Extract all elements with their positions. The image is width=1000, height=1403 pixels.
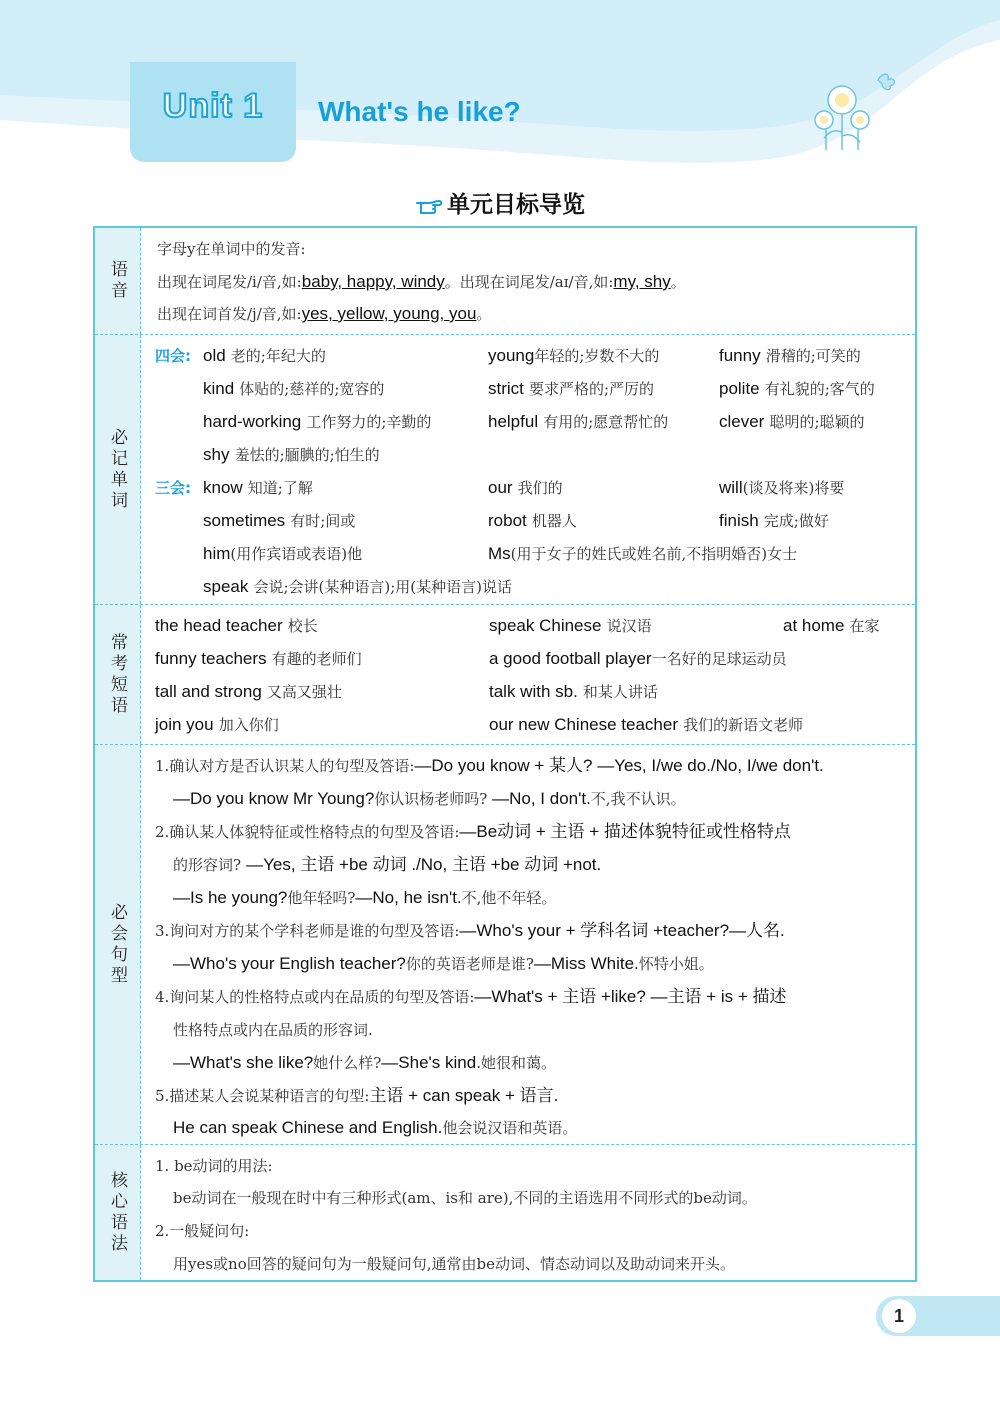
grammar-line: 2.一般疑问句: <box>155 1222 250 1240</box>
sentence-line: —Is he young?他年轻吗?—No, he isn't.不,他不年轻。 <box>173 888 557 907</box>
sentence-line: 的形容词? —Yes, 主语 +be 动词 ./No, 主语 +be 动词 +not. <box>173 855 602 874</box>
vocab-item: hard-working 工作努力的;辛勤的 <box>203 412 432 431</box>
phrase-item: our new Chinese teacher 我们的新语文老师 <box>489 715 804 734</box>
grammar-line: be动词在一般现在时中有三种形式(am、is和 are),不同的主语选用不同形式的be动词。 <box>173 1189 757 1207</box>
vocab-item: young年轻的;岁数不大的 <box>488 346 660 365</box>
row-vocabulary <box>95 335 915 605</box>
grammar-line: 用yes或no回答的疑问句为一般疑问句,通常由be动词、情态动词以及助动词来开头。 <box>173 1255 735 1273</box>
phrase-item: speak Chinese 说汉语 <box>489 616 652 635</box>
unit-tab <box>130 62 296 162</box>
phrase-item: funny teachers 有趣的老师们 <box>155 649 362 668</box>
phrase-item: the head teacher 校长 <box>155 616 318 635</box>
vocab-item: will(谈及将来)将要 <box>719 478 845 497</box>
vocab-item: clever 聪明的;聪颖的 <box>719 412 865 431</box>
vocab-item: him(用作宾语或表语)他 <box>203 544 363 563</box>
pointing-hand-icon <box>415 193 443 215</box>
row-grammar <box>95 1145 915 1280</box>
row-label: 核心语法 <box>107 1170 127 1255</box>
page-number: 1 <box>882 1299 916 1333</box>
label-cell <box>95 605 141 744</box>
row-label: 必会句型 <box>107 902 127 987</box>
vocab-item: finish 完成;做好 <box>719 511 829 530</box>
text-line: 出现在词首发/j/音,如:yes, yellow, young, you。 <box>157 304 492 323</box>
row-label: 语音 <box>107 260 127 302</box>
sentence-line: —Who's your English teacher?你的英语老师是谁?—Miss White.怀特小姐。 <box>173 954 714 973</box>
vocab-item: robot 机器人 <box>488 511 577 530</box>
phrase-item: join you 加入你们 <box>155 715 279 734</box>
vocab-item: funny 滑稽的;可笑的 <box>719 346 861 365</box>
phrase-item: talk with sb. 和某人讲话 <box>489 682 658 701</box>
sentence-line: 性格特点或内在品质的形容词. <box>173 1021 373 1039</box>
sentence-line: 1.确认对方是否认识某人的句型及答语:—Do you know + 某人? —Yes, I/we do./No, I/we don't. <box>155 756 824 775</box>
vocab-item: strict 要求严格的;严厉的 <box>488 379 655 398</box>
sentence-line: 5.描述某人会说某种语言的句型:主语 + can speak + 语言. <box>155 1086 559 1105</box>
label-cell <box>95 745 141 1144</box>
sentence-line: 2.确认某人体貌特征或性格特点的句型及答语:—Be动词 + 主语 + 描述体貌特征或性格特点 <box>155 822 791 841</box>
sentence-line: 4.询问某人的性格特点或内在品质的句型及答语:—What's + 主语 +like? —主语 + is + 描述 <box>155 987 787 1006</box>
sentence-line: —What's she like?她什么样?—She's kind.她很和蔼。 <box>173 1053 556 1072</box>
row-phrases <box>95 605 915 745</box>
vocab-item: old 老的;年纪大的 <box>203 346 326 365</box>
sentence-line: —Do you know Mr Young?你认识杨老师吗? —No, I don't.不,我不认识。 <box>173 789 686 808</box>
label-cell <box>95 335 141 604</box>
row-content <box>141 228 915 334</box>
flower-butterfly-icon <box>796 62 916 152</box>
label-cell <box>95 228 141 334</box>
phrase-item: at home 在家 <box>783 616 880 635</box>
row-label: 常考短语 <box>107 632 127 717</box>
vocab-item: kind 体贴的;慈祥的;宽容的 <box>203 379 385 398</box>
vocab-item: know 知道;了解 <box>203 478 313 497</box>
vocab-item: sometimes 有时;间或 <box>203 511 356 530</box>
vocab-tag-three: 三会: <box>155 479 191 497</box>
row-content <box>141 1145 915 1280</box>
vocab-item: Ms(用于女子的姓氏或姓名前,不指明婚否)女士 <box>488 544 798 563</box>
label-cell <box>95 1145 141 1280</box>
phrase-item: a good football player一名好的足球运动员 <box>489 649 787 668</box>
row-content <box>141 605 915 744</box>
row-sentences <box>95 745 915 1145</box>
unit-label: Unit 1 <box>162 87 264 125</box>
row-label: 必记单词 <box>107 427 127 512</box>
vocab-item: helpful 有用的;愿意帮忙的 <box>488 412 669 431</box>
unit-title: What's he like? <box>318 96 521 127</box>
sentence-line: 3.询问对方的某个学科老师是谁的句型及答语:—Who's your + 学科名词 +teacher?—人名. <box>155 921 785 940</box>
text-line: 出现在词尾发/i/音,如:baby, happy, windy。出现在词尾发/aɪ/音,如:my, shy。 <box>157 272 686 291</box>
vocab-item: polite 有礼貌的;客气的 <box>719 379 875 398</box>
vocab-item: speak 会说;会讲(某种语言);用(某种语言)说话 <box>203 577 512 596</box>
grammar-line: 1. be动词的用法: <box>155 1157 273 1175</box>
section-heading <box>0 186 1000 219</box>
row-content <box>141 745 915 1144</box>
row-pronunciation <box>95 228 915 335</box>
vocab-item: shy 羞怯的;腼腆的;怕生的 <box>203 445 380 464</box>
section-heading-text: 单元目标导览 <box>447 192 585 218</box>
unit-overview-table <box>93 226 917 1282</box>
vocab-tag-four: 四会: <box>155 347 191 365</box>
sentence-line: He can speak Chinese and English.他会说汉语和英语。 <box>173 1118 578 1137</box>
phrase-item: tall and strong 又高又强壮 <box>155 682 342 701</box>
row-content <box>141 335 915 604</box>
text-line: 字母y在单词中的发音: <box>157 240 306 258</box>
vocab-item: our 我们的 <box>488 478 563 497</box>
